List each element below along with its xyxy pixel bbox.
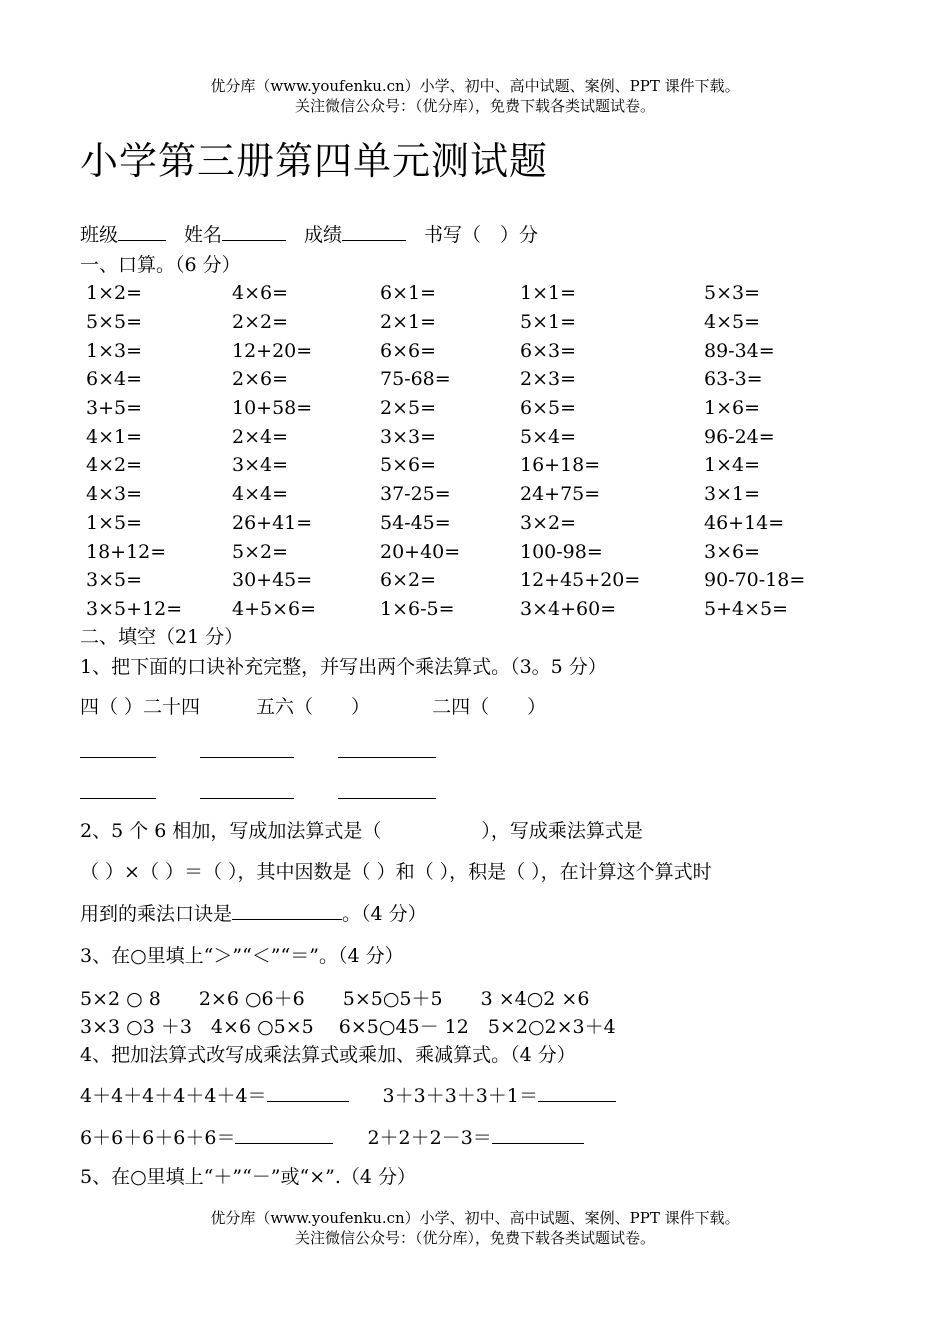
calc-item: 75-68= [380,368,451,391]
calc-item: 26+41= [232,511,313,534]
calc-item: 6×6= [380,339,437,362]
score-blank [342,239,406,241]
question-4: 4、把加法算式改写成乘法算式或乘加、乘减算式。（4 分） [80,1044,576,1066]
answer-blank [338,797,436,799]
answer-blank [492,1142,584,1144]
calc-item: 3×5+12= [86,597,183,620]
calc-item: 24+75= [520,483,601,506]
calc-item: 6×1= [380,282,437,305]
calc-item: 2×6= [232,368,289,391]
question-2 [80,816,643,843]
calc-row [80,595,880,624]
q4-expression: 3＋3＋3＋3＋1＝ [382,1085,538,1107]
calc-item: 6×2= [380,569,437,592]
answer-blank [538,1100,616,1102]
question-3: 3、在○里填上“＞”“＜”“＝”。（4 分） [80,945,404,967]
calc-item: 54-45= [380,511,451,534]
calc-item: 4×2= [86,454,143,477]
q1-item: 四（ ）二十四 [80,696,201,718]
calc-item: 2×3= [520,368,577,391]
q2-part-1: 2、5 个 6 相加，写成加法算式是（ [80,820,382,842]
student-info-line [80,220,538,247]
q4-expression: 6＋6＋6＋6＋6＝ [80,1127,236,1149]
question-1: 1、把下面的口诀补充完整，并写出两个乘法算式。（3。5 分） [80,656,607,678]
calc-item: 3×3= [380,425,437,448]
calc-item: 1×5= [86,511,143,534]
calc-item: 4×1= [86,425,143,448]
calc-item: 30+45= [232,569,313,592]
calc-item: 2×5= [380,397,437,420]
q4-expression: 4＋4＋4＋4＋4＋4＝ [80,1085,267,1107]
calc-item: 5+4×5= [704,597,789,620]
calc-row [80,365,880,394]
calc-item: 96-24= [704,425,775,448]
calc-item: 1×2= [86,282,143,305]
calc-item: 16+18= [520,454,601,477]
page-footer [0,1208,950,1248]
section1-heading: 一、口算。（6 分） [80,254,241,276]
calc-row [80,422,880,451]
q1-answer-blanks-row-1 [80,741,436,763]
section2-heading: 二、填空（21 分） [80,626,244,648]
calc-item: 3×2= [520,511,577,534]
calc-item: 1×6-5= [380,597,455,620]
answer-blank [267,1100,349,1102]
calc-item: 18+12= [86,540,167,563]
answer-blank [235,1142,333,1144]
q1-item: 二四（ ） [432,696,547,718]
question-5: 5、在○里填上“＋”“－”或“×”.（4 分） [80,1166,417,1188]
calc-item: 5×1= [520,311,577,334]
answer-blank [80,797,156,799]
calc-item: 4×6= [232,282,289,305]
calc-row [80,451,880,480]
calc-row [80,509,880,538]
calc-item: 12+45+20= [520,569,641,592]
calc-item: 5×4= [520,425,577,448]
calc-item: 63-3= [704,368,763,391]
calc-item: 5×5= [86,311,143,334]
calc-item: 10+58= [232,397,313,420]
page-title: 小学第三册第四单元测试题 [80,139,549,183]
q2-line-3 [80,899,427,926]
calc-item: 20+40= [380,540,461,563]
calc-row [80,394,880,423]
q2-line-3-score: 。（4 分） [342,903,427,925]
calc-item: 6×5= [520,397,577,420]
footer-line-1: 优分库（www.youfenku.cn）小学、初中、高中试题、案例、PPT 课件下载。 [210,1209,740,1227]
calc-item: 3×1= [704,483,761,506]
page-header [0,76,950,116]
calc-row [80,480,880,509]
q3-line-2: 3×3 ○3 ＋3 4×6 ○5×5 6×5○45－ 12 5×2○2×3＋4 [80,1016,616,1038]
calc-item: 3×4= [232,454,289,477]
calc-item: 6×4= [86,368,143,391]
q3-line-1: 5×2 ○ 8 2×6 ○6＋6 5×5○5＋5 3 ×4○2 ×6 [80,988,590,1010]
oral-calc-grid [80,279,880,623]
answer-blank [338,756,436,758]
footer-line-2: 关注微信公众号：（优分库），免费下载各类试题试卷。 [294,1229,655,1247]
name-blank [222,239,286,241]
calc-item: 2×4= [232,425,289,448]
calc-item: 37-25= [380,483,451,506]
calc-item: 4+5×6= [232,597,317,620]
calc-row [80,308,880,337]
calc-row [80,336,880,365]
q4-line-2 [80,1123,584,1150]
calc-item: 6×3= [520,339,577,362]
calc-item: 1×6= [704,397,761,420]
calc-item: 12+20= [232,339,313,362]
answer-blank [80,756,156,758]
q1-items [80,692,546,719]
calc-item: 100-98= [520,540,603,563]
class-label: 班级 [80,224,119,246]
class-blank [118,239,166,241]
calc-row [80,537,880,566]
calc-item: 1×4= [704,454,761,477]
calc-item: 3×6= [704,540,761,563]
calc-row [80,279,880,308]
calc-item: 90-70-18= [704,569,806,592]
calc-item: 5×2= [232,540,289,563]
q4-line-1 [80,1081,616,1108]
header-line-1: 优分库（www.youfenku.cn）小学、初中、高中试题、案例、PPT 课件下载。 [210,77,740,95]
q1-item: 五六（ ） [256,696,371,718]
score-label: 成绩 [304,224,343,246]
calc-item: 5×3= [704,282,761,305]
q2-line-3-label: 用到的乘法口诀是 [80,903,233,925]
calc-row [80,566,880,595]
calc-item: 2×2= [232,311,289,334]
q4-expression: 2＋2＋2－3＝ [367,1127,492,1149]
calc-item: 46+14= [704,511,785,534]
calc-item: 1×1= [520,282,577,305]
header-line-2: 关注微信公众号：（优分库），免费下载各类试题试卷。 [294,97,655,115]
calc-item: 4×3= [86,483,143,506]
name-label: 姓名 [184,224,223,246]
answer-blank [232,918,342,920]
calc-item: 4×5= [704,311,761,334]
calc-item: 5×6= [380,454,437,477]
answer-blank [200,756,294,758]
calc-item: 3×5= [86,569,143,592]
calc-item: 4×4= [232,483,289,506]
calc-item: 89-34= [704,339,775,362]
calc-item: 1×3= [86,339,143,362]
answer-blank [200,797,294,799]
calc-item: 3+5= [86,397,143,420]
writing-label: 书写（ ）分 [424,224,539,246]
calc-item: 3×4+60= [520,597,617,620]
calc-item: 2×1= [380,311,437,334]
q2-part-2: ），写成乘法算式是 [481,820,643,842]
q2-line-2: （ ）×（ ）＝（ ），其中因数是（ ）和（ ），积是（ ），在计算这个算式时 [80,861,712,883]
q1-answer-blanks-row-2 [80,782,436,804]
